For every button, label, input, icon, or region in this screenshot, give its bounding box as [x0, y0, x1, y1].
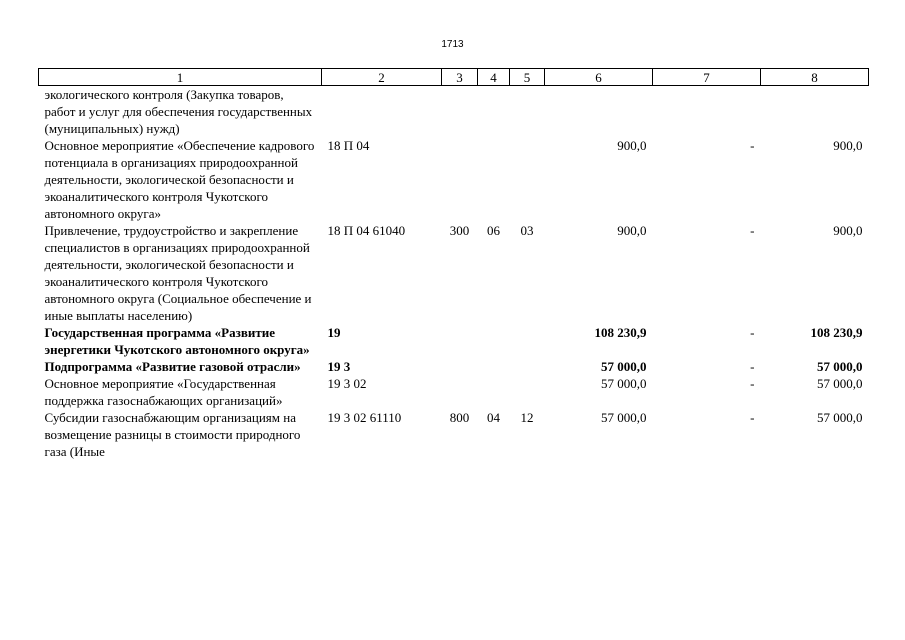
row-col-7: - — [750, 359, 755, 374]
row-col-4: 04 — [487, 410, 500, 425]
header-col-8: 8 — [761, 69, 869, 86]
table-row — [39, 324, 869, 358]
budget-table — [38, 68, 869, 460]
row-col-7: - — [750, 376, 755, 391]
row-col-8: 900,0 — [833, 138, 863, 153]
row-col-6: 57 000,0 — [601, 359, 647, 374]
row-col-5 — [510, 324, 545, 358]
row-col-5 — [510, 137, 545, 222]
row-col-3 — [442, 324, 478, 358]
row-code: 19 3 02 61110 — [327, 410, 402, 425]
row-col-6 — [545, 86, 653, 138]
row-col-3 — [442, 358, 478, 375]
row-col-3: 800 — [449, 410, 470, 425]
table-row — [39, 358, 869, 375]
header-col-6: 6 — [545, 69, 653, 86]
row-col-8: 57 000,0 — [817, 410, 863, 425]
row-code — [322, 86, 442, 138]
table-row — [39, 137, 869, 222]
row-name: Основное мероприятие «Государственная поддержка газоснабжающих организаций» — [44, 376, 283, 408]
row-col-5: 12 — [520, 410, 534, 425]
table-row — [39, 409, 869, 460]
row-col-8 — [761, 86, 869, 138]
header-col-5: 5 — [510, 69, 545, 86]
row-col-4 — [478, 324, 510, 358]
page-number: 1713 — [441, 39, 464, 50]
table-row — [39, 222, 869, 324]
row-col-6: 57 000,0 — [601, 410, 647, 425]
row-col-3 — [442, 137, 478, 222]
row-code: 19 — [327, 325, 341, 340]
row-col-8: 57 000,0 — [817, 376, 863, 391]
row-col-4 — [478, 137, 510, 222]
row-col-3: 300 — [449, 223, 470, 238]
row-col-7: - — [750, 325, 755, 340]
row-col-4: 06 — [487, 223, 500, 238]
row-code: 18 П 04 — [327, 138, 370, 153]
row-name: Государственная программа «Развитие энергетики Чукотского автономного округа» — [44, 325, 310, 357]
row-col-7: - — [750, 138, 755, 153]
row-col-5: 03 — [520, 223, 534, 238]
row-code: 19 3 02 — [327, 376, 367, 391]
table-header-row — [39, 69, 869, 86]
row-col-6: 57 000,0 — [601, 376, 647, 391]
header-col-2: 2 — [322, 69, 442, 86]
header-col-1: 1 — [39, 69, 322, 86]
row-name: Субсидии газоснабжающим организациям на возмещение разницы в стоимости природного газа (Иные — [44, 410, 301, 459]
table-row — [39, 375, 869, 409]
row-col-8: 900,0 — [833, 223, 863, 238]
row-col-7 — [653, 86, 761, 138]
header-col-3: 3 — [442, 69, 478, 86]
row-code: 19 3 — [327, 359, 351, 374]
header-col-7: 7 — [653, 69, 761, 86]
table-row — [39, 86, 869, 138]
row-name: Основное мероприятие «Обеспечение кадрового потенциала в организациях природоохранной деятельности, экологической безопасности и экоаналитического контроля Чукотского автономного округа» — [44, 138, 315, 221]
row-col-7: - — [750, 223, 755, 238]
row-col-4 — [478, 86, 510, 138]
row-name: Привлечение, трудоустройство и закрепление специалистов в организациях природоохранной деятельности, экологической безопасности и экоаналитического контроля Чукотского автономного округа (Социальное обеспечение и иные выплаты населению) — [44, 223, 312, 323]
row-col-8: 108 230,9 — [810, 325, 863, 340]
row-col-4 — [478, 358, 510, 375]
row-col-4 — [478, 375, 510, 409]
row-col-6: 900,0 — [617, 138, 647, 153]
row-col-5 — [510, 86, 545, 138]
row-name: Подпрограмма «Развитие газовой отрасли» — [44, 359, 301, 374]
row-col-8: 57 000,0 — [817, 359, 863, 374]
row-col-7: - — [750, 410, 755, 425]
row-col-6: 900,0 — [617, 223, 647, 238]
row-col-3 — [442, 86, 478, 138]
row-col-5 — [510, 375, 545, 409]
header-col-4: 4 — [478, 69, 510, 86]
row-col-6: 108 230,9 — [594, 325, 647, 340]
row-col-3 — [442, 375, 478, 409]
row-name: экологического контроля (Закупка товаров, работ и услуг для обеспечения государственных (муниципальных) нужд) — [44, 87, 313, 136]
row-col-5 — [510, 358, 545, 375]
row-code: 18 П 04 61040 — [327, 223, 406, 238]
